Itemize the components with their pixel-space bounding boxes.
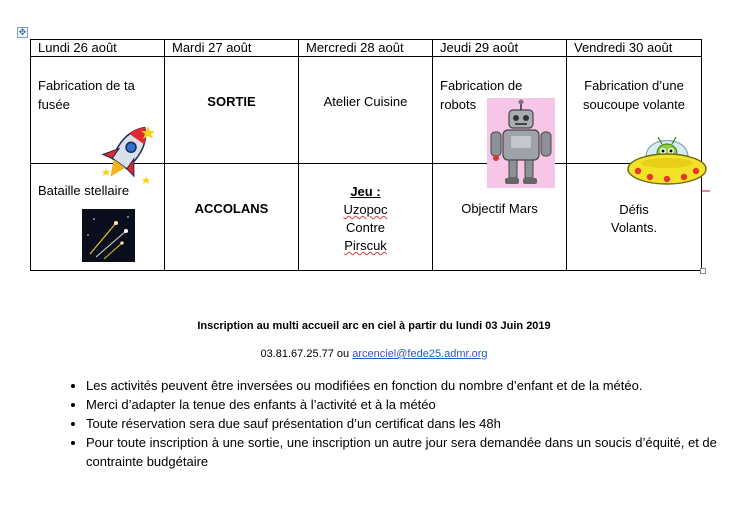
outing-destination: ACCOLANS [194, 201, 269, 216]
header-jeudi: Jeudi 29 août [433, 40, 567, 57]
table-header-row [31, 40, 702, 57]
list-item: • Pour toute inscription à une sortie, une inscription un autre jour sera demandée dans un soucis d’équité, et de contrainte budgétaire [86, 433, 748, 471]
challenge-line: Volants. [610, 220, 658, 235]
table-resize-handle[interactable] [700, 268, 706, 274]
header-mardi: Mardi 27 août [165, 40, 299, 57]
list-item: • Merci d’adapter la tenue des enfants à l’activité et à la météo [86, 395, 748, 414]
challenge-line: Défis [619, 202, 649, 217]
activity-star-battle: Bataille stellaire [38, 183, 130, 198]
header-vendredi: Vendredi 30 août [567, 40, 702, 57]
robot-icon [485, 98, 557, 188]
activity-rocket-building: Fabrication de ta fusée [38, 78, 135, 112]
or-word: ou [336, 348, 350, 360]
phone-number: 03.81.67.25.77 [260, 348, 334, 360]
cell-mardi-row2 [165, 164, 299, 271]
cell-mercredi-row2 [299, 164, 433, 271]
cell-mardi-row1 [165, 57, 299, 164]
activity-mars-mission: Objectif Mars [461, 201, 538, 216]
contact-line [0, 348, 748, 360]
game-title: Jeu : [350, 184, 381, 199]
ufo-icon [626, 127, 712, 193]
registration-info [0, 320, 748, 332]
activity-ufo-building: Fabrication d’une soucoupe volante [583, 78, 685, 112]
table-move-handle-icon[interactable]: ✥ [18, 27, 27, 37]
cell-mercredi-row1 [299, 57, 433, 164]
game-line: Pirscuk [344, 238, 387, 253]
header-mercredi: Mercredi 28 août [299, 40, 433, 57]
list-item: • Les activités peuvent être inversées ou modifiées en fonction du nombre d’enfant et de la météo. [86, 376, 748, 395]
rocket-icon [98, 118, 156, 188]
activity-outing: SORTIE [207, 94, 256, 109]
game-line: Contre [345, 220, 386, 235]
list-item: • Toute réservation sera due sauf présentation d’un certificat dans les 48h [86, 414, 748, 433]
shooting-stars-icon [82, 209, 135, 262]
game-line: Uzopoc [343, 202, 388, 217]
activity-robot-building: Fabrication de robots [440, 78, 523, 112]
header-lundi: Lundi 26 août [31, 40, 165, 57]
email-link[interactable]: arcenciel@fede25.admr.org [352, 348, 488, 360]
rules-list [58, 376, 748, 471]
registration-text: Inscription au multi accueil arc en ciel à partir du lundi 03 Juin 2019 [197, 320, 551, 332]
activity-cooking: Atelier Cuisine [323, 94, 408, 109]
